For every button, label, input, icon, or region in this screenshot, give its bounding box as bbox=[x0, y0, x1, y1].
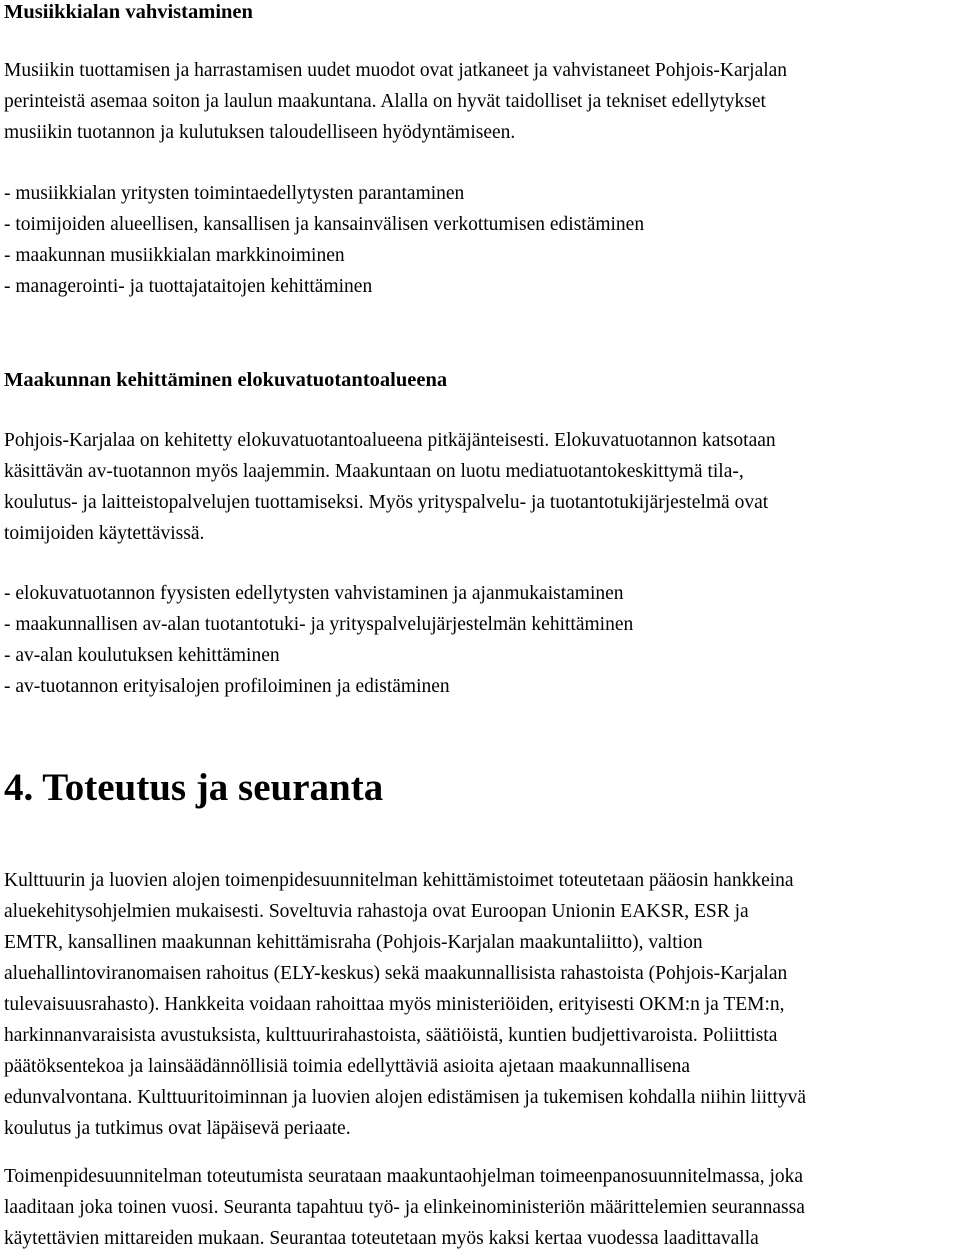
paragraph-line: musiikin tuotannon ja kulutuksen taloudelliseen hyödyntämiseen. bbox=[4, 122, 516, 143]
music-paragraph bbox=[4, 55, 787, 148]
list-item: - maakunnan musiikkialan markkinoiminen bbox=[4, 245, 345, 266]
paragraph-line: aluekehitysohjelmien mukaisesti. Soveltuvia rahastoja ovat Euroopan Unionin EAKSR, ESR ja bbox=[4, 901, 749, 922]
list-item: - elokuvatuotannon fyysisten edellytysten vahvistaminen ja ajanmukaistaminen bbox=[4, 583, 624, 604]
paragraph-line: edunvalvontana. Kulttuuritoiminnan ja luovien alojen edistämisen ja tukemisen kohdalla niihin liittyvä bbox=[4, 1087, 807, 1108]
list-item: - av-alan koulutuksen kehittäminen bbox=[4, 645, 280, 666]
implementation-paragraph bbox=[4, 865, 806, 1144]
film-section-heading: Maakunnan kehittäminen elokuvatuotantoalueena bbox=[4, 369, 448, 391]
music-goals-list bbox=[4, 178, 644, 302]
paragraph-line: käytettävien mittareiden mukaan. Seurantaa toteutetaan myös kaksi kertaa vuodessa laadittavalla bbox=[4, 1228, 759, 1249]
list-item: - maakunnallisen av-alan tuotantotuki- ja yrityspalvelujärjestelmän kehittäminen bbox=[4, 614, 634, 635]
paragraph-line: Pohjois-Karjalaa on kehitetty elokuvatuotantoalueena pitkäjänteisesti. Elokuvatuotannon katsotaan bbox=[4, 430, 776, 451]
paragraph-line: harkinnanvaraisista avustuksista, kulttuurirahastoista, säätiöistä, kuntien budjettivaroista. Poliittista bbox=[4, 1025, 778, 1046]
paragraph-line: toimijoiden käytettävissä. bbox=[4, 523, 205, 544]
paragraph-line: Musiikin tuottamisen ja harrastamisen uudet muodot ovat jatkaneet ja vahvistaneet Pohjois-Karjalan bbox=[4, 60, 788, 81]
paragraph-line: käsittävän av-tuotannon myös laajemmin. Maakuntaan on luotu mediatuotantokeskittymä tila-, bbox=[4, 461, 744, 482]
paragraph-line: laaditaan joka toinen vuosi. Seuranta tapahtuu työ- ja elinkeinoministeriön määrittelemien seurannassa bbox=[4, 1197, 805, 1218]
list-item: - toimijoiden alueellisen, kansallisen ja kansainvälisen verkottumisen edistäminen bbox=[4, 214, 645, 235]
paragraph-line: perinteistä asemaa soiton ja laulun maakuntana. Alalla on hyvät taidolliset ja tekniset edellytykset bbox=[4, 91, 766, 112]
section-4-heading: 4. Toteutus ja seuranta bbox=[4, 766, 384, 809]
music-section-heading: Musiikkialan vahvistaminen bbox=[4, 1, 253, 23]
paragraph-line: koulutus- ja laitteistopalvelujen tuottamiseksi. Myös yrityspalvelu- ja tuotantotukijärjestelmä ovat bbox=[4, 492, 769, 513]
paragraph-line: koulutus ja tutkimus ovat läpäisevä periaate. bbox=[4, 1118, 351, 1139]
paragraph-line: Kulttuurin ja luovien alojen toimenpidesuunnitelman kehittämistoimet toteutetaan pääosin hankkeina bbox=[4, 870, 794, 891]
list-item: - av-tuotannon erityisalojen profiloiminen ja edistäminen bbox=[4, 676, 450, 697]
paragraph-line: aluehallintoviranomaisen rahoitus (ELY-keskus) sekä maakunnallisista rahastoista (Pohjois-Karjalan bbox=[4, 963, 788, 984]
paragraph-line: päätöksentekoa ja lainsäädännöllisiä toimia edellyttäviä asioita ajetaan maakunnallisena bbox=[4, 1056, 691, 1077]
list-item: - musiikkialan yritysten toimintaedellytysten parantaminen bbox=[4, 183, 465, 204]
paragraph-line: tulevaisuusrahasto). Hankkeita voidaan rahoittaa myös ministeriöiden, erityisesti OKM:n ja TEM:n, bbox=[4, 994, 785, 1015]
paragraph-line: EMTR, kansallinen maakunnan kehittämisraha (Pohjois-Karjalan maakuntaliitto), valtion bbox=[4, 932, 703, 953]
film-paragraph bbox=[4, 425, 776, 549]
monitoring-paragraph bbox=[4, 1161, 805, 1254]
paragraph-line: Toimenpidesuunnitelman toteutumista seurataan maakuntaohjelman toimeenpanosuunnitelmassa, joka bbox=[4, 1166, 804, 1187]
film-goals-list bbox=[4, 578, 633, 702]
list-item: - managerointi- ja tuottajataitojen kehittäminen bbox=[4, 276, 373, 297]
